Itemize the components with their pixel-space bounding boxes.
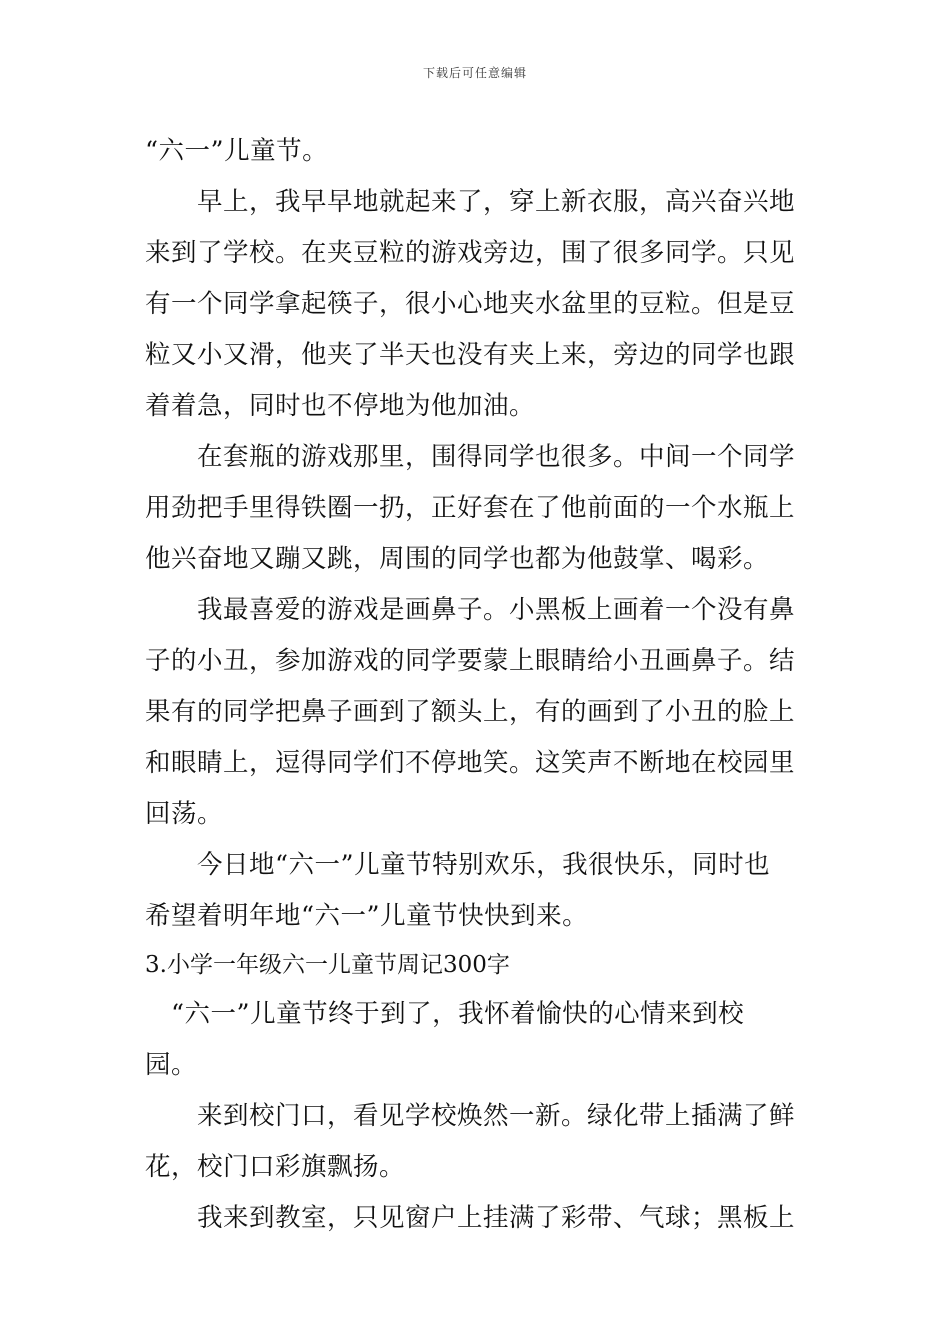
text-line: 希望着明年地“六一”儿童节快快到来。 bbox=[145, 901, 589, 931]
text-line: 在套瓶的游戏那里，围得同学也很多。中间一个同学 bbox=[145, 442, 796, 472]
text-line: 他兴奋地又蹦又跳，周围的同学也都为他鼓掌、喝彩。 bbox=[145, 544, 770, 574]
page-header: 下载后可任意编辑 bbox=[422, 66, 527, 80]
text-line: 早上，我早早地就起来了，穿上新衣服，高兴奋兴地 bbox=[145, 187, 796, 217]
text-line: 和眼睛上，逗得同学们不停地笑。这笑声不断地在校园里 bbox=[145, 748, 796, 778]
text-line: 来到了学校。在夹豆粒的游戏旁边，围了很多同学。只见 bbox=[145, 238, 796, 268]
text-line: 我来到教室，只见窗户上挂满了彩带、气球；黑板上 bbox=[145, 1203, 796, 1233]
text-line: 子的小丑，参加游戏的同学要蒙上眼睛给小丑画鼻子。结 bbox=[145, 646, 796, 676]
text-line: 着着急，同时也不停地为他加油。 bbox=[145, 391, 536, 421]
text-line: 来到校门口，看见学校焕然一新。绿化带上插满了鲜 bbox=[145, 1101, 796, 1131]
text-line: 今日地“六一”儿童节特别欢乐，我很快乐，同时也 bbox=[145, 850, 771, 880]
text-line: 我最喜爱的游戏是画鼻子。小黑板上画着一个没有鼻 bbox=[145, 595, 796, 625]
text-line: 用劲把手里得铁圈一扔，正好套在了他前面的一个水瓶上 bbox=[145, 493, 796, 523]
text-line: 园。 bbox=[145, 1050, 198, 1080]
text-line: 有一个同学拿起筷子，很小心地夹水盆里的豆粒。但是豆 bbox=[145, 289, 796, 319]
text-line: 回荡。 bbox=[145, 799, 224, 829]
text-line: 花，校门口彩旗飘扬。 bbox=[145, 1152, 406, 1182]
document-body bbox=[145, 126, 810, 1244]
text-line: “六一”儿童节。 bbox=[145, 136, 329, 166]
section-heading: 3.小学一年级六一儿童节周记300字 bbox=[145, 952, 510, 978]
text-line: 果有的同学把鼻子画到了额头上，有的画到了小丑的脸上 bbox=[145, 697, 796, 727]
text-line: 粒又小又滑，他夹了半天也没有夹上来，旁边的同学也跟 bbox=[145, 340, 796, 370]
text-line: “六一”儿童节终于到了，我怀着愉快的心情来到校 bbox=[145, 999, 745, 1029]
